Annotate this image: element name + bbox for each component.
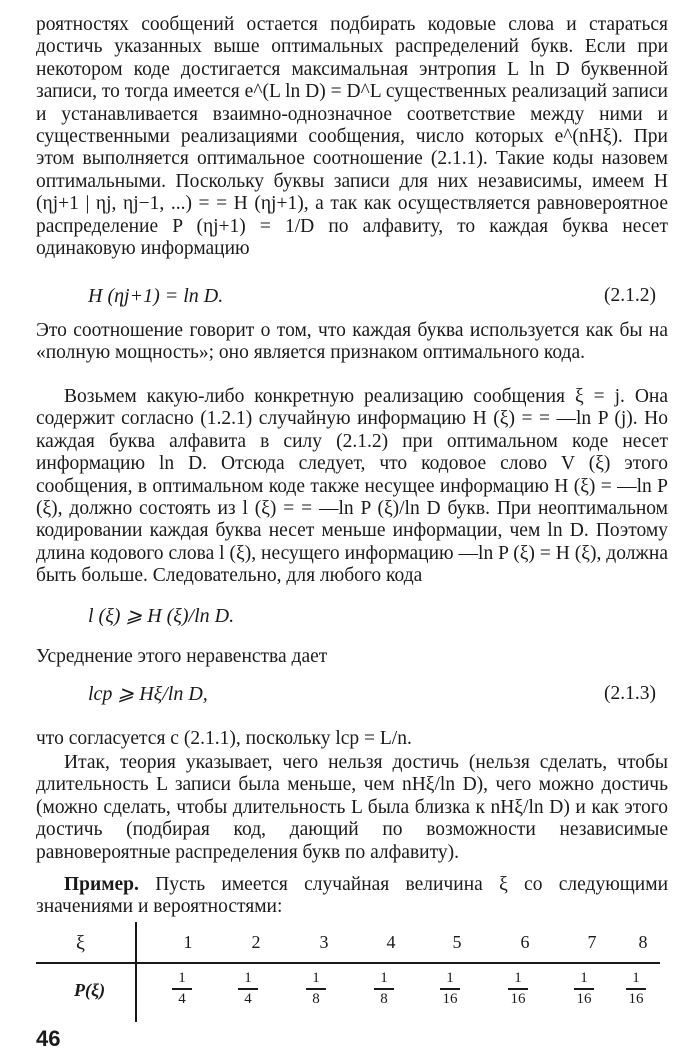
table-value: 5: [452, 932, 462, 952]
page-number: 46: [36, 1026, 61, 1051]
paragraph-1: роятностях сообщений остается подбирать кодовые слова и стараться достичь указанных выше оптимальных распределений букв. Если при некотором коде достигается максимальная энтропия L ln D буквенной записи, то тогда имеется e^(L ln D) = D^L существенных реализаций записи и устанавливается взаимно-однозначное соответствие между ними и существенными реализациями сообщения, число которых e^(nHξ). При этом выполняется оптимальное соотношение (2.1.1). Такие коды назовем оптимальными. Поскольку буквы записи для них независимы, имеем H (ηj+1 | ηj, ηj−1, ...) = = H (ηj+1), а так как осуществляется равновероятное распределение P (ηj+1) = 1/D по алфавиту, то каждая буква несет одинаковую информацию: [36, 14, 668, 260]
table-probability: 1 8: [306, 970, 326, 1008]
inequality-code-length: l (ξ) ⩾ H (ξ)/ln D.: [88, 605, 235, 627]
table-value: 8: [638, 932, 648, 952]
table-probability: 1 16: [440, 970, 460, 1008]
table-value: 4: [386, 932, 396, 952]
table-row-label-probability: P(ξ): [74, 980, 106, 1000]
paragraph-6: Итак, теория указывает, чего нельзя достичь (нельзя сделать, чтобы длительность L записи была меньше, чем nHξ/ln D), чего можно достичь (можно сделать, чтобы длительность L была близка к nHξ/ln D) и как этого достичь (подбирая код, дающий по возможности независимые равновероятные распределения букв по алфавиту).: [36, 752, 668, 863]
table-value: 7: [587, 932, 597, 952]
example-label: Пример.: [64, 874, 139, 895]
equation-2-1-2: H (ηj+1) = ln D.: [88, 285, 224, 307]
table-probability: 1 4: [238, 970, 258, 1008]
table-probability: 1 8: [374, 970, 394, 1008]
table-probability: 1 16: [574, 970, 594, 1008]
table-value: 2: [251, 932, 261, 952]
paragraph-example: Пример. Пусть имеется случайная величина ξ со следующими значениями и вероятностями:: [36, 874, 669, 918]
table-value: 3: [319, 932, 329, 952]
table-value: 1: [183, 932, 193, 952]
table-value: 6: [520, 932, 530, 952]
table-horizontal-rule: [36, 962, 660, 964]
equation-2-1-3: lср ⩾ Hξ/ln D,: [88, 683, 208, 705]
equation-number-2-1-2: (2.1.2): [604, 285, 656, 306]
table-vertical-rule: [135, 922, 137, 1022]
equation-number-2-1-3: (2.1.3): [604, 683, 656, 704]
paragraph-3: Возьмем какую-либо конкретную реализацию сообщения ξ = j. Она содержит согласно (1.2.1) случайную информацию H (ξ) = = —ln P (j). Но каждая буква алфавита в силу (2.1.2) при оптимальном коде несет информацию ln D. Отсюда следует, что кодовое слово V (ξ) этого сообщения, в оптимальном коде также несущее информацию H (ξ) = —ln P (ξ), должно состоять из l (ξ) = = —ln P (ξ)/ln D букв. При неоптимальном кодировании каждая буква несет меньше информации, чем ln D. Поэтому длина кодового слова l (ξ), несущего информацию —ln P (ξ) = H (ξ), должна быть больше. Следовательно, для любого кода: [36, 386, 668, 587]
table-row-label-xi: ξ: [76, 932, 85, 954]
paragraph-4: Усреднение этого неравенства дает: [36, 646, 328, 667]
probability-table: [36, 922, 668, 1022]
table-probability: 1 16: [626, 970, 646, 1008]
table-probability: 1 4: [172, 970, 192, 1008]
table-probability: 1 16: [508, 970, 528, 1008]
paragraph-2: Это соотношение говорит о том, что каждая буква используется как бы на «полную мощность»; оно является признаком оптимального кода.: [36, 320, 668, 364]
paragraph-5: что согласуется с (2.1.1), поскольку lср = L/n.: [36, 728, 412, 749]
